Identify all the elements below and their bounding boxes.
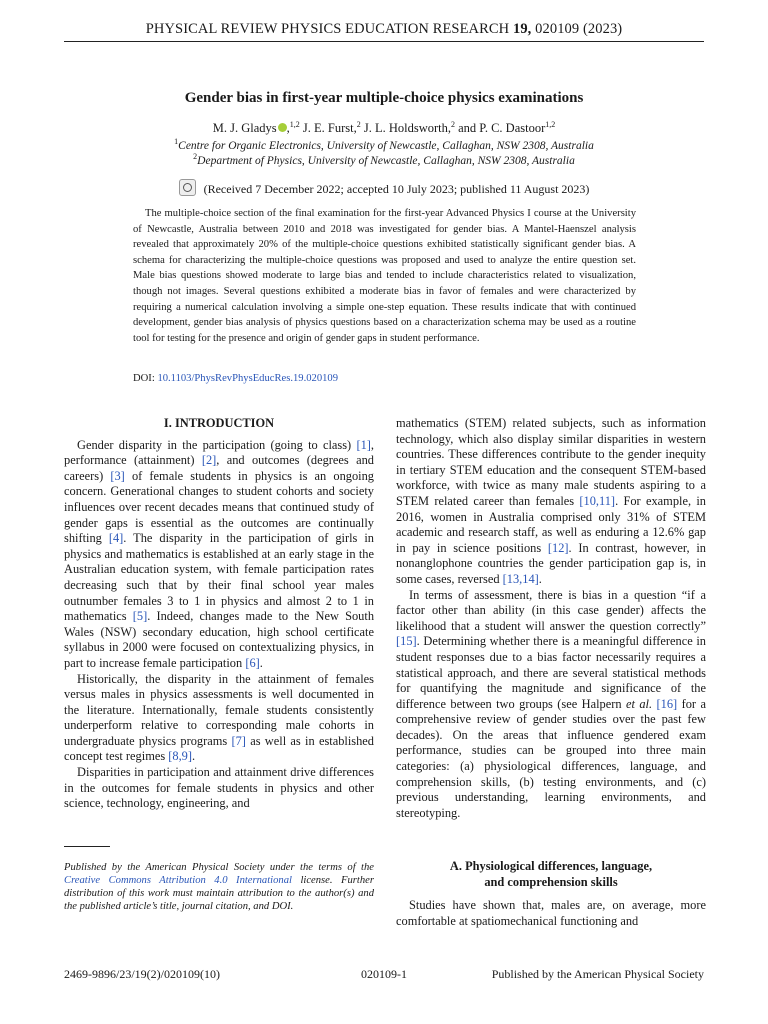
subsection-a [396, 859, 706, 929]
article-number: 020109 (2023) [535, 21, 623, 37]
intro-paragraph-3-continued: mathematics (STEM) related subjects, such as information technology, which also display similar disparities in western countries. These differences contribute to the gender inequity in tertiary STEM education and the consequent STEM-based workforce, with twice as many male students aspiring to a STEM related career than females [10,11]. For example, in 2016, women in Australia comprised only 31% of STEM academic and research staff, as well as enduring a 12.6% gap in pay in science positions [12]. In contrast, however, in nonanglophone countries the gender participation gap is, in some cases, reversed [13,14]. [396, 416, 706, 586]
citation-link[interactable]: [10,11] [579, 493, 616, 508]
footer-page-number: 020109-1 [361, 967, 407, 981]
license-footnote: Published by the American Physical Society under the terms of the Creative Commons Attribution 4.0 International license. Further distribution of this work must maintain attribution to the author(s) and the published article’s title, journal citation, and DOI. [64, 862, 374, 912]
section-heading-introduction: I. INTRODUCTION [163, 416, 275, 430]
orcid-icon[interactable] [278, 123, 287, 132]
left-column [64, 416, 374, 812]
author-name[interactable]: and P. C. Dastoor [458, 121, 546, 135]
citation-link[interactable]: [12] [547, 540, 569, 555]
author-list: M. J. Gladys ,$^{1,2}$ J. E. Furst,$^2$ J. L. Holdsworth,$^2$ and P. C. Dastoor$^{1,2}$ [212, 120, 556, 135]
subsection-heading: A. Physiological differences, language, and comprehension skills [449, 859, 653, 889]
citation-link[interactable]: [13,14] [502, 571, 539, 586]
footer-publisher: Published by the American Physical Society [491, 967, 704, 981]
header-rule [64, 41, 704, 42]
doi-label: DOI: [133, 373, 155, 384]
journal-name: PHYSICAL REVIEW PHYSICS EDUCATION RESEARCH [145, 21, 510, 37]
author-affil-sup: 1,2 [289, 120, 300, 129]
author-affil-sup: 2 [356, 120, 361, 129]
citation-link[interactable]: [5] [132, 609, 148, 624]
footnote-rule [64, 846, 110, 847]
author-name[interactable]: M. J. Gladys [212, 121, 277, 135]
received-dates [64, 179, 704, 197]
doi-link[interactable]: 10.1103/PhysRevPhysEducRes.19.020109 [157, 373, 339, 384]
citation-link[interactable]: [7] [231, 733, 246, 748]
citation-link[interactable]: [3] [110, 468, 125, 483]
intro-paragraph-2: Historically, the disparity in the attainment of females versus males in physics assessments is well documented in the literature. Internationally, female students consistently underperform relative to corresponding male cohorts in undergraduate physics programs [7] as well as in established concept test regimes [8,9]. [64, 671, 374, 764]
affiliation-2 [64, 152, 704, 167]
affiliation-text: Centre for Organic Electronics, University of Newcastle, Callaghan, NSW 2308, Australia [178, 140, 594, 152]
doi-line [133, 373, 338, 384]
affiliation-sup: 1 [174, 137, 179, 146]
intro-paragraph-4: In terms of assessment, there is bias in a question “if a factor other than ability (in this case gender) affects the likelihood that a student will answer the question correctly” [15]. Determining whether there is a meaningful difference in student responses due to a bias factor necessarily requires a statistical approach, and there are several statistical methods for quantifying the magnitude and significance of the difference between two groups (see Halpern et al. [16] for a comprehensive review of gender studies over the past few decades). On the areas that influence gendered exam performance, studies can be grouped into three main categories: (a) physiological differences, language, and comprehension skills, (b) testing environments, and (c) previous understanding, learning environments, and stereotyping. [396, 587, 706, 820]
footer-issn: 2469-9896/23/19(2)/020109(10) [64, 967, 220, 981]
citation-link[interactable]: [15] [396, 634, 417, 649]
subsection-a-paragraph-1: Studies have shown that, males are, on average, more comfortable at spatiomechanical functioning and [396, 898, 706, 928]
affiliation-sup: 2 [193, 152, 198, 161]
citation-link[interactable]: [4] [108, 531, 124, 546]
author-name[interactable]: J. E. Furst, [302, 121, 357, 135]
author-affil-sup: 1,2 [545, 120, 556, 129]
intro-paragraph-1: Gender disparity in the participation (going to class) [1], performance (attainment) [2], and outcomes (degrees and careers) [3] of female students in physics is an ongoing concern. Generational changes to student cohorts and society influences over recent decades means that continued study of gender gaps is essential as the outcomes are continually shifting [4]. The disparity in the participation of girls in physics and mathematics is established at an early stage in the Australian education system, with female participation rates decreasing such that by their final school year males outnumber females 3 to 1 in physics and almost 2 to 1 in mathematics [5]. Indeed, changes made to the New South Wales (NSW) secondary education, high school certificate syllabus in 2000 were focused on contextualizing physics, in part to increase female participation [6]. [64, 437, 375, 670]
citation-link[interactable]: [1] [356, 437, 371, 452]
volume: 19, [512, 21, 532, 37]
author-name[interactable]: J. L. Holdsworth, [363, 121, 451, 135]
affiliation-text: Department of Physics, University of Newcastle, Callaghan, NSW 2308, Australia [197, 155, 575, 167]
intro-paragraph-3: Disparities in participation and attainment drive differences in the outcomes for female students in physics and other science, technology, engineering, and [64, 765, 374, 811]
affiliation-1 [64, 137, 704, 152]
license-link[interactable]: Creative Commons Attribution 4.0 International [64, 875, 292, 886]
right-column [396, 416, 706, 821]
running-header [64, 21, 704, 38]
received-text: (Received 7 December 2022; accepted 10 July 2023; published 11 August 2023) [203, 182, 590, 196]
citation-link[interactable]: [16] [656, 696, 678, 711]
paper-title: Gender bias in first-year multiple-choice physics examinations [184, 90, 584, 106]
check-for-updates-icon[interactable] [179, 179, 196, 196]
citation-link[interactable]: [6] [245, 655, 260, 670]
citation-link[interactable]: [8,9] [168, 749, 192, 764]
abstract: The multiple-choice section of the final examination for the first-year Advanced Physics I course at the University of Newcastle, Australia between 2010 and 2018 was investigated for gender bias. A Mantel-Haenszel analysis revealed that approximately 20% of the multiple-choice questions exhibited statistically significant gender bias. A schema for characterizing the multiple-choice questions was proposed and used to analyze the entire question set. Male bias questions showed moderate to large bias and tended to include characteristics related to visualization, though not images. Several questions exhibited a moderate bias in favor of females and were characterized by requiring a numerical calculation involving a simple one-step equation. These results indicate that with continued development, gender bias analysis of physics questions based on a characterization schema may be used as a routine tool for testing for the presence and origin of gender gaps in student performance. [133, 208, 636, 344]
author-affil-sup: 2 [450, 120, 455, 129]
citation-link[interactable]: [2] [201, 453, 217, 468]
